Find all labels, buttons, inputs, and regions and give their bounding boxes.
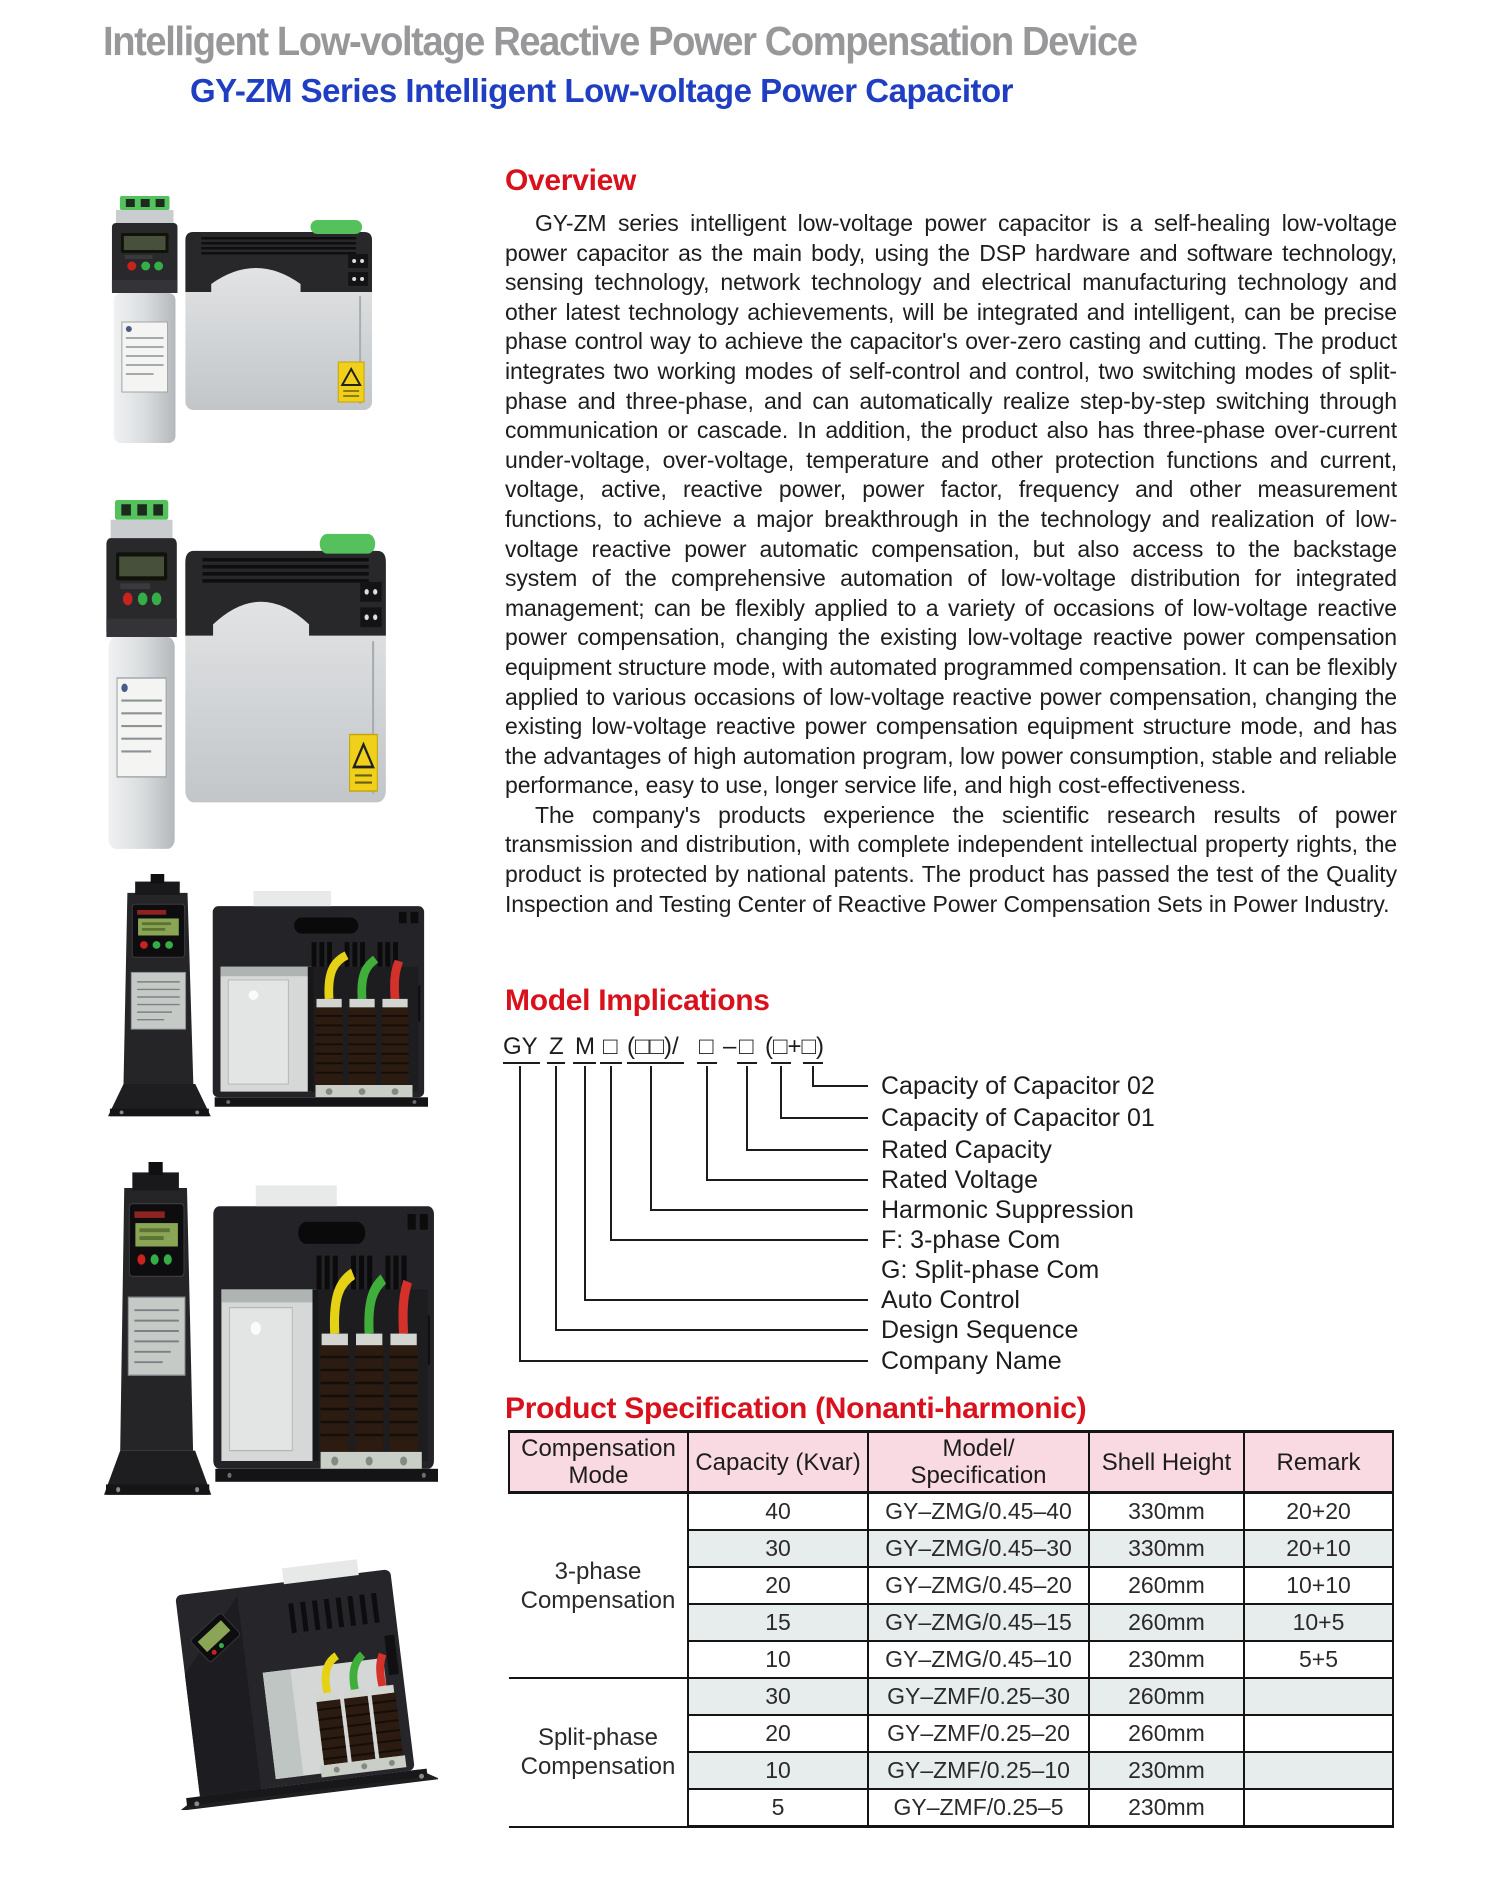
capacity-cell: 15 bbox=[688, 1604, 868, 1641]
model-cell: GY–ZMG/0.45–10 bbox=[868, 1641, 1089, 1678]
overview-paragraph-1: GY-ZM series intelligent low-voltage power capacitor is a self-healing low-voltage power capacitor as the main body, using the DSP hardware and software technology, sensing technology, network technology and electrical manufacturing technology and other latest technology achievements, will be integrated and intelligent, can be precise phase control way to achieve the capacitor's over-zero casting and cutting. The product integrates two working modes of self-control and control, two switching modes of split-phase and three-phase, and can automatically realize step-by-step switching through communication or cascade. In addition, the product also has three-phase over-current under-voltage, over-voltage, temperature and other protection functions and current, voltage, active, reactive power, power factor, frequency and other measurement functions, to achieve a major breakthrough in the technology and realization of low-voltage reactive power automatic compensation, but also access to the backstage system of the comprehensive automation of low-voltage distribution for integrated management; can be flexibly applied to a variety of occasions of low-voltage reactive power compensation, changing the existing low-voltage reactive power compensation equipment structure mode, with automated programmed compensation. It can be flexibly applied to various occasions of low-voltage reactive power compensation, changing the existing low-voltage reactive power compensation equipment structure mode, and has the advantages of high automation program, low power consumption, stable and reliable performance, easy to use, longer service life, and high cost-effectiveness. bbox=[505, 210, 1397, 799]
col-header-remark: Remark bbox=[1244, 1432, 1393, 1493]
shell-height-cell: 260mm bbox=[1089, 1678, 1244, 1715]
model-cell: GY–ZMG/0.45–20 bbox=[868, 1567, 1089, 1604]
col-header-model-specification: Model/ Specification bbox=[868, 1432, 1089, 1493]
remark-cell: 20+20 bbox=[1244, 1493, 1393, 1531]
shell-height-cell: 230mm bbox=[1089, 1641, 1244, 1678]
remark-cell: 10+10 bbox=[1244, 1567, 1393, 1604]
product-photo-capacitor-single-black bbox=[150, 1552, 438, 1810]
product-photo-capacitor-pair-black-2 bbox=[104, 1162, 438, 1500]
model-code-string bbox=[503, 1033, 824, 1060]
model-cell: GY–ZMF/0.25–5 bbox=[868, 1789, 1089, 1827]
model-code-token: GY bbox=[503, 1033, 538, 1060]
shell-height-cell: 230mm bbox=[1089, 1789, 1244, 1827]
product-photo-capacitor-pair-silver-2 bbox=[100, 500, 388, 856]
table-row bbox=[509, 1493, 1393, 1531]
diagram-label: Rated Capacity bbox=[881, 1136, 1052, 1164]
mode-cell-3-phase: 3-phase Compensation bbox=[509, 1493, 688, 1679]
shell-height-cell: 260mm bbox=[1089, 1715, 1244, 1752]
product-specification-heading: Product Specification (Nonanti-harmonic) bbox=[505, 1392, 1087, 1425]
diagram-label: Design Sequence bbox=[881, 1316, 1079, 1344]
capacity-cell: 30 bbox=[688, 1678, 868, 1715]
col-header-shell-height: Shell Height bbox=[1089, 1432, 1244, 1493]
mode-cell-split-phase: Split-phase Compensation bbox=[509, 1678, 688, 1827]
capacity-cell: 10 bbox=[688, 1752, 868, 1789]
model-code-token: Z bbox=[549, 1033, 564, 1060]
series-subtitle: GY-ZM Series Intelligent Low-voltage Power Capacitor bbox=[190, 72, 1013, 109]
model-code-diagram bbox=[503, 1030, 1403, 1382]
specification-table-wrap bbox=[508, 1430, 1394, 1828]
remark-cell bbox=[1244, 1752, 1393, 1789]
diagram-label: Auto Control bbox=[881, 1286, 1020, 1314]
model-implications-heading: Model Implications bbox=[505, 984, 770, 1017]
model-code-labels bbox=[881, 1072, 1155, 1375]
model-code-token: □ bbox=[603, 1033, 618, 1060]
capacity-cell: 40 bbox=[688, 1493, 868, 1531]
col-header-compensation-mode: Compensation Mode bbox=[509, 1432, 688, 1493]
overview-body bbox=[505, 209, 1397, 919]
shell-height-cell: 260mm bbox=[1089, 1567, 1244, 1604]
model-cell: GY–ZMG/0.45–40 bbox=[868, 1493, 1089, 1531]
model-code-token: □ bbox=[699, 1033, 714, 1060]
model-code-token: (□+□) bbox=[765, 1033, 824, 1060]
model-cell: GY–ZMF/0.25–10 bbox=[868, 1752, 1089, 1789]
overview-paragraph-2: The company's products experience the scientific research results of power transmission and distribution, with complete independent intellectual property rights, the product is protected by national patents. The product has passed the test of the Quality Inspection and Testing Center of Reactive Power Compensation Sets in Power Industry. bbox=[505, 801, 1397, 917]
shell-height-cell: 330mm bbox=[1089, 1530, 1244, 1567]
specification-table bbox=[508, 1430, 1394, 1828]
diagram-label: Rated Voltage bbox=[881, 1166, 1039, 1194]
overview-heading: Overview bbox=[505, 164, 637, 197]
model-cell: GY–ZMG/0.45–30 bbox=[868, 1530, 1089, 1567]
diagram-label: Company Name bbox=[881, 1347, 1062, 1375]
remark-cell: 10+5 bbox=[1244, 1604, 1393, 1641]
model-code-token: – bbox=[723, 1033, 737, 1060]
capacity-cell: 5 bbox=[688, 1789, 868, 1827]
product-photo-capacitor-pair-black-1 bbox=[108, 874, 428, 1120]
diagram-label: G: Split-phase Com bbox=[881, 1256, 1100, 1284]
product-photo-capacitor-pair-silver-1 bbox=[106, 196, 374, 448]
table-header-row bbox=[509, 1432, 1393, 1493]
model-code-token: □ bbox=[739, 1033, 754, 1060]
remark-cell: 5+5 bbox=[1244, 1641, 1393, 1678]
col-header-capacity: Capacity (Kvar) bbox=[688, 1432, 868, 1493]
model-cell: GY–ZMF/0.25–20 bbox=[868, 1715, 1089, 1752]
capacity-cell: 10 bbox=[688, 1641, 868, 1678]
remark-cell bbox=[1244, 1715, 1393, 1752]
remark-cell: 20+10 bbox=[1244, 1530, 1393, 1567]
remark-cell bbox=[1244, 1678, 1393, 1715]
capacity-cell: 20 bbox=[688, 1567, 868, 1604]
capacity-cell: 20 bbox=[688, 1715, 868, 1752]
shell-height-cell: 230mm bbox=[1089, 1752, 1244, 1789]
remark-cell bbox=[1244, 1789, 1393, 1827]
diagram-label: F: 3-phase Com bbox=[881, 1226, 1061, 1254]
capacity-cell: 30 bbox=[688, 1530, 868, 1567]
model-code-token: M bbox=[575, 1033, 595, 1060]
shell-height-cell: 260mm bbox=[1089, 1604, 1244, 1641]
model-cell: GY–ZMF/0.25–30 bbox=[868, 1678, 1089, 1715]
page-title: Intelligent Low-voltage Reactive Power Compensation Device bbox=[103, 18, 1137, 64]
diagram-label: Capacity of Capacitor 02 bbox=[881, 1072, 1155, 1100]
diagram-label: Capacity of Capacitor 01 bbox=[881, 1104, 1155, 1132]
model-code-token: (□□)/ bbox=[627, 1033, 679, 1060]
table-row bbox=[509, 1678, 1393, 1715]
model-cell: GY–ZMG/0.45–15 bbox=[868, 1604, 1089, 1641]
model-code-connector-lines bbox=[520, 1066, 868, 1361]
diagram-label: Harmonic Suppression bbox=[881, 1196, 1134, 1224]
shell-height-cell: 330mm bbox=[1089, 1493, 1244, 1531]
